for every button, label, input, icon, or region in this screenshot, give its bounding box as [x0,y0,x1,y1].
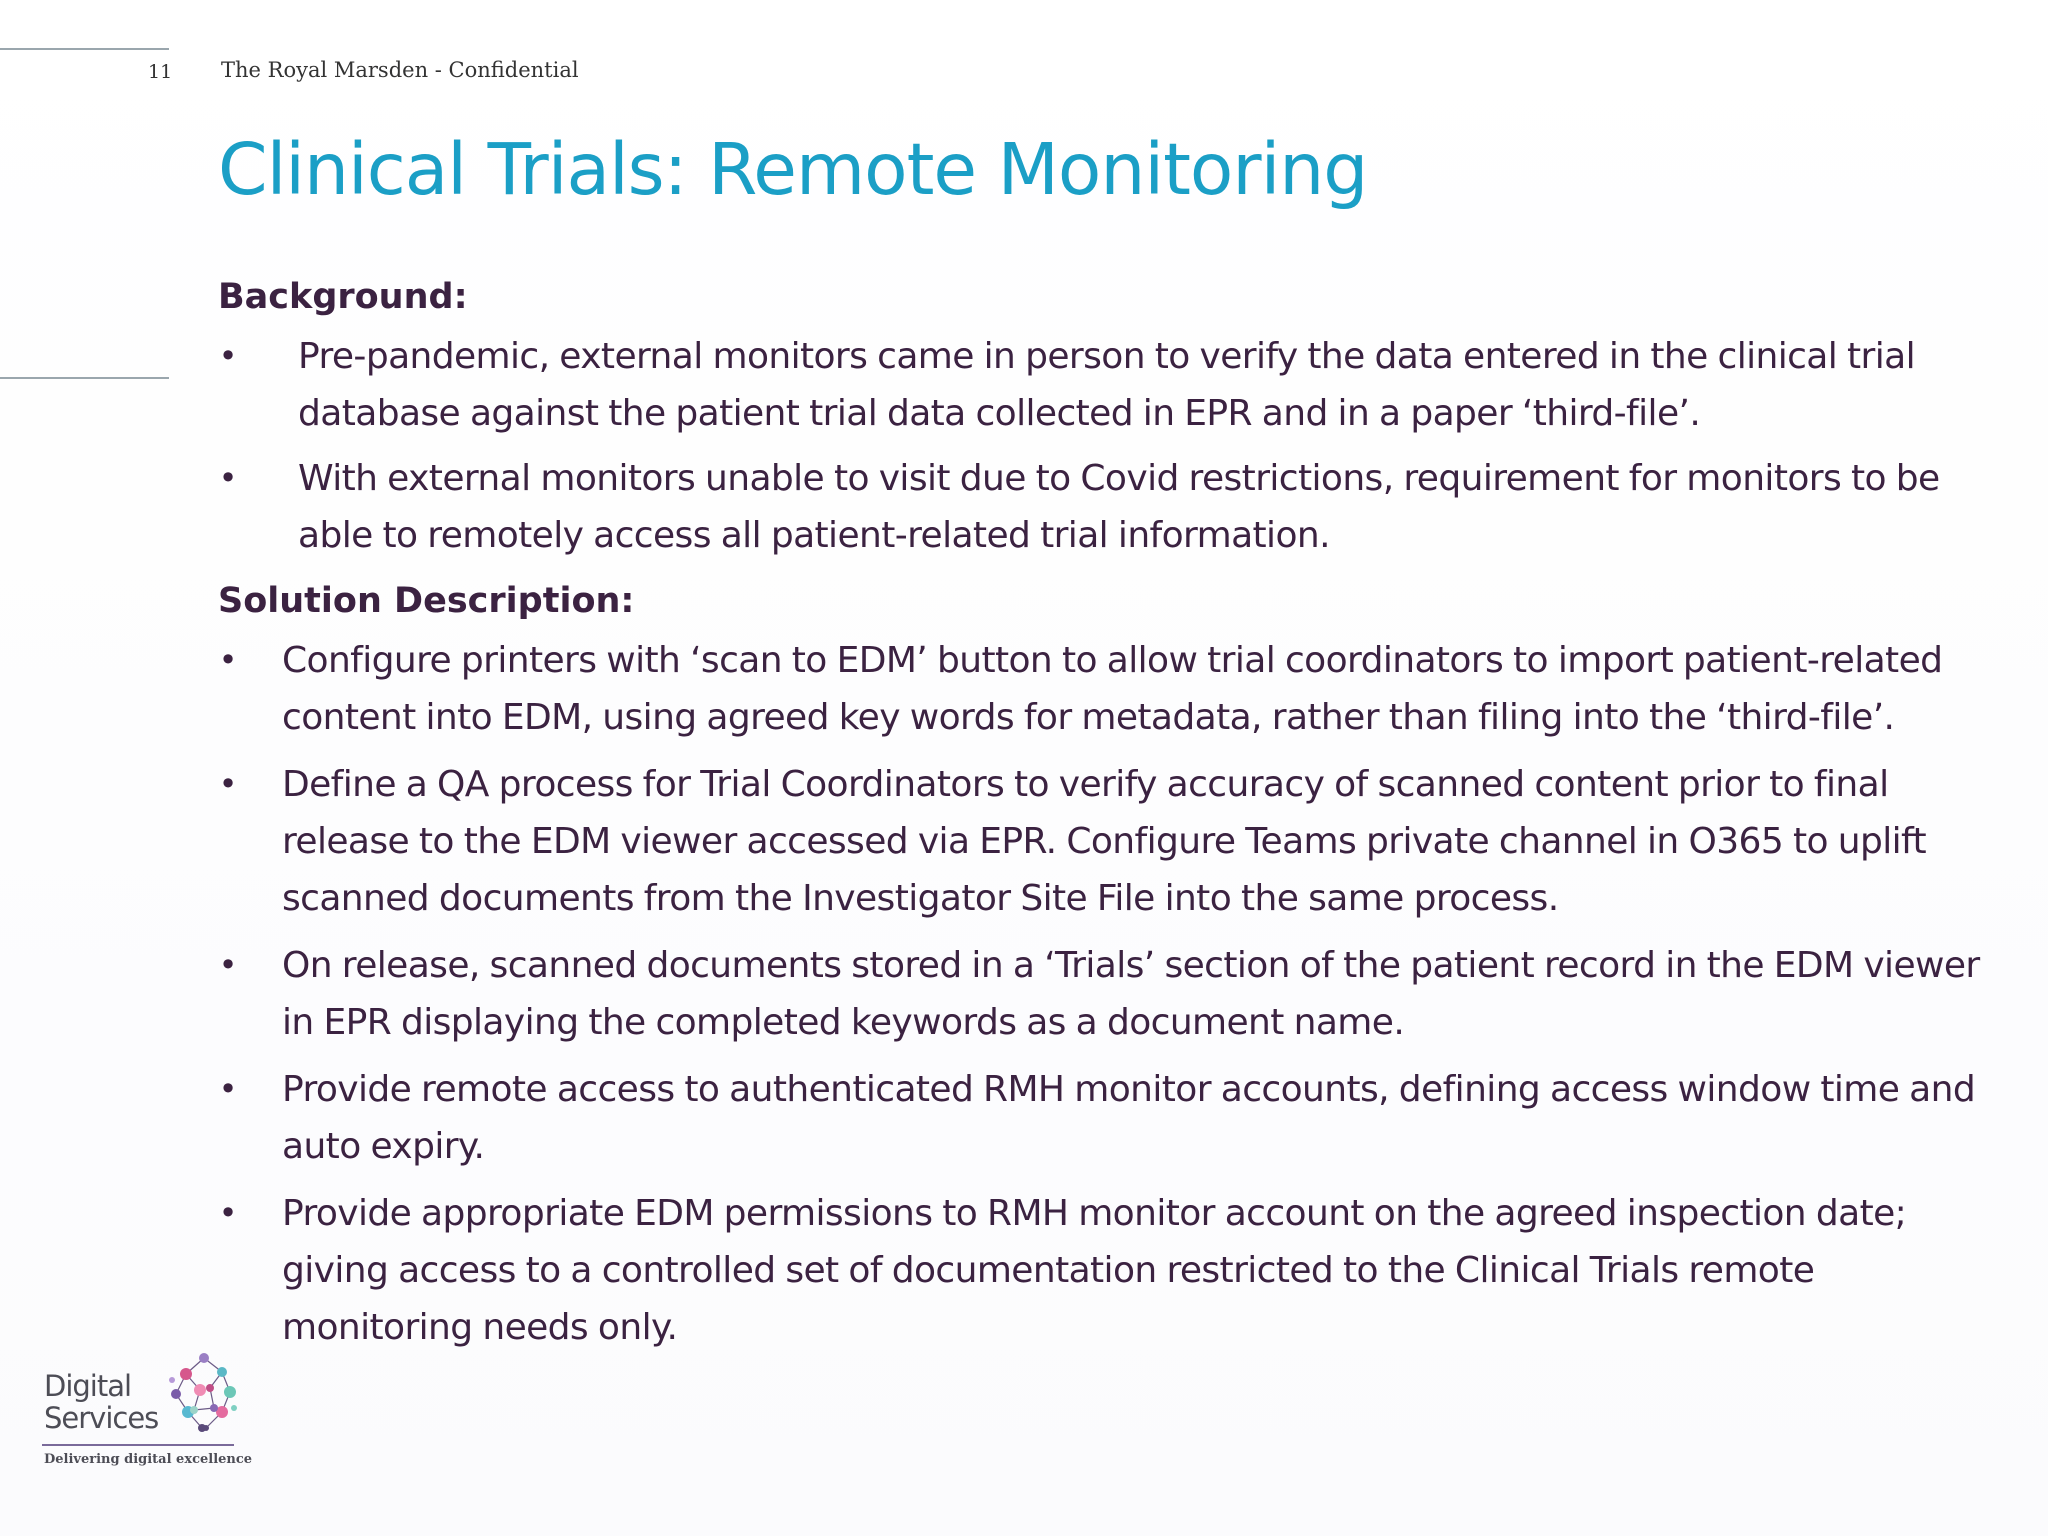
top-divider [0,48,169,50]
solution-heading: Solution Description: [218,581,635,621]
list-item [218,328,2008,442]
network-tree-icon [164,1350,244,1440]
solution-list [218,632,2008,1356]
background-heading: Background: [218,277,468,317]
logo-wordmark [44,1370,158,1434]
bullet-text: Pre-pandemic, external monitors came in person to verify the data entered in the clinical trial database against the patient trial data collected in EPR and in a paper ‘third-file’. [298,336,1915,434]
background-list [218,328,2008,564]
bullet-text: On release, scanned documents stored in a ‘Trials’ section of the patient record in the EDM viewer in EPR displaying the completed keywords as a document name. [282,945,1980,1043]
list-item [218,756,2008,927]
list-item [218,632,2008,746]
bullet-text: Provide appropriate EDM permissions to RMH monitor account on the agreed inspection date; giving access to a controlled set of documentation restricted to the Clinical Trials remote monitoring needs only. [282,1193,1907,1348]
bullet-icon: • [218,459,238,497]
logo-tagline: Delivering digital excellence [44,1452,253,1467]
list-item [218,937,2008,1051]
bullet-icon: • [218,1194,238,1232]
logo-line-2: Services [44,1401,159,1435]
digital-services-logo [42,1348,252,1478]
bullet-text: Define a QA process for Trial Coordinators to verify accuracy of scanned content prior to final release to the EDM viewer accessed via EPR. Configure Teams private channel in O365 to uplift scanned documents from the Investigator Site File into the same process. [282,764,1926,919]
page-number: 11 [148,61,173,83]
bullet-text: Provide remote access to authenticated RMH monitor accounts, defining access window time and auto expiry. [282,1069,1976,1167]
logo-divider [42,1444,234,1446]
slide-content [218,270,2008,1356]
bullet-icon: • [218,1070,238,1108]
bullet-icon: • [218,337,238,375]
bullet-text: With external monitors unable to visit due to Covid restrictions, requirement for monitors to be able to remotely access all patient-related trial information. [298,458,1940,556]
list-item [218,1061,2008,1175]
side-divider [0,377,169,379]
slide-title: Clinical Trials: Remote Monitoring [218,128,1368,211]
bullet-icon: • [218,946,238,984]
bullet-icon: • [218,765,238,803]
list-item [218,450,2008,564]
list-item [218,1185,2008,1356]
bullet-icon: • [218,641,238,679]
logo-line-1: Digital [44,1369,132,1403]
bullet-text: Configure printers with ‘scan to EDM’ button to allow trial coordinators to import patient-related content into EDM, using agreed key words for metadata, rather than filing into the ‘third-file’. [282,640,1943,738]
confidential-label: The Royal Marsden - Confidential [221,58,579,82]
